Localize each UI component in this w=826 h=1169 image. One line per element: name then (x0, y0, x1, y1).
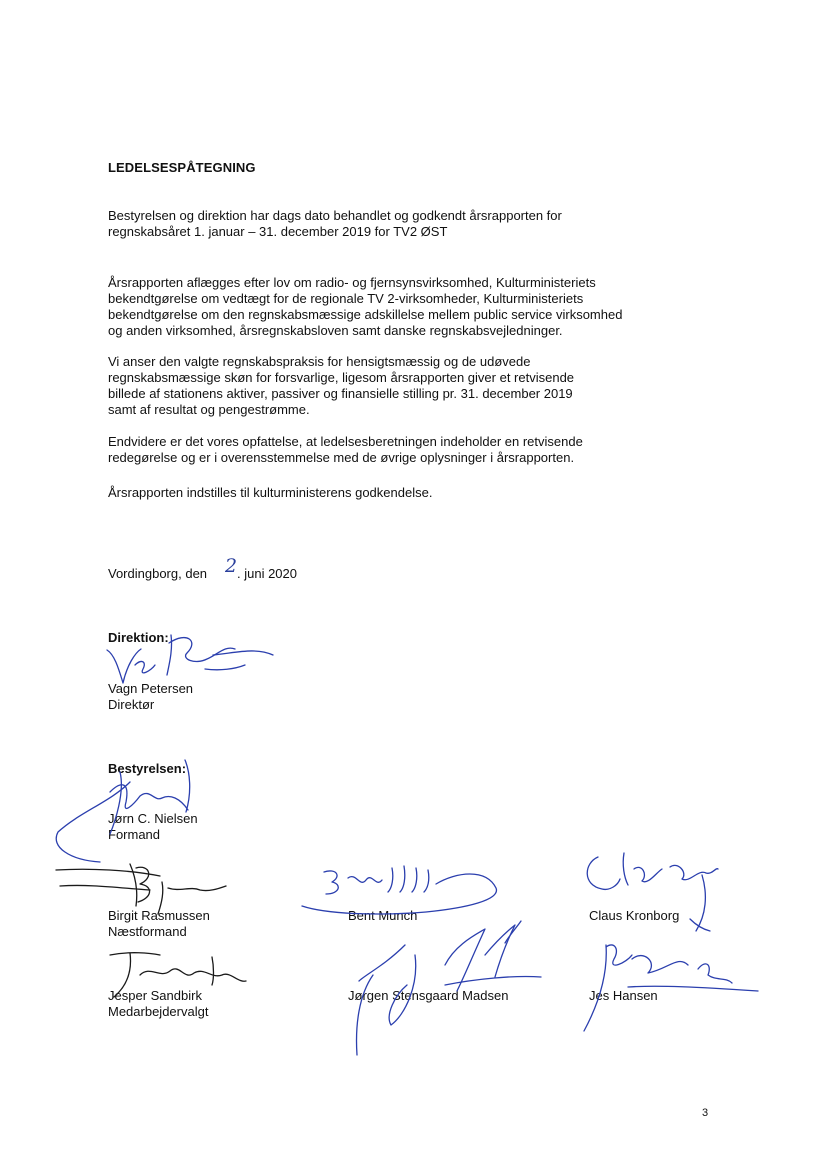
text-line: bekendtgørelse om vedtægt for de regionale TV 2-virksomheder, Kulturministeriets (108, 291, 584, 306)
text-line: og anden virksomhed, årsregnskabsloven samt danske regnskabsvejledninger. (108, 323, 563, 338)
paragraph-approval (108, 208, 668, 240)
direktion-label: Direktion: (108, 630, 169, 645)
paragraph-legal-basis (108, 275, 668, 339)
page-number: 3 (702, 1107, 709, 1119)
signature-vagn-petersen (95, 625, 285, 705)
signature-jesper-sandbirk (100, 945, 260, 1005)
signature-claus-kronborg (578, 845, 738, 945)
signatory-role: Næstformand (108, 924, 187, 939)
signature-birgit-rasmussen (50, 858, 240, 918)
signatory-name: Vagn Petersen (108, 681, 194, 696)
text-line: Årsrapporten indstilles til kulturministerens godkendelse. (108, 485, 433, 500)
place-date-suffix: . juni 2020 (237, 566, 297, 581)
signatory-name: Birgit Rasmussen (108, 908, 210, 923)
signatory-name: Claus Kronborg (589, 908, 680, 923)
signatory-name: Jørgen Stensgaard Madsen (348, 988, 509, 1003)
text-line: Endvidere er det vores opfattelse, at ledelsesberetningen indeholder en retvisende (108, 434, 583, 449)
signature-jorgen-stensgaard-madsen (345, 915, 545, 1065)
signature-jes-hansen (548, 935, 768, 1045)
handwritten-day: 2 (225, 555, 238, 577)
text-line: Vi anser den valgte regnskabspraksis for hensigtsmæssig og de udøvede (108, 354, 531, 369)
paragraph-accounting-practice (108, 354, 668, 418)
text-line: redegørelse og er i overensstemmelse med de øvrige oplysninger i årsrapporten. (108, 450, 575, 465)
signatory-name: Jesper Sandbirk (108, 988, 202, 1003)
signatory-role: Formand (108, 827, 161, 842)
text-line: regnskabsåret 1. januar – 31. december 2019 for TV2 ØST (108, 224, 448, 239)
page-heading: LEDELSESPÅTEGNING (108, 160, 256, 175)
text-line: samt af resultat og pengestrømme. (108, 402, 310, 417)
text-line: bekendtgørelse om den regnskabsmæssige adskillelse mellem public service virksomhed (108, 307, 623, 322)
bestyrelsen-label: Bestyrelsen: (108, 761, 187, 776)
text-line: billede af stationens aktiver, passiver og finansielle stilling pr. 31. december 2019 (108, 386, 573, 401)
signatory-role: Medarbejdervalgt (108, 1004, 209, 1019)
text-line: Bestyrelsen og direktion har dags dato behandlet og godkendt årsrapporten for (108, 208, 562, 223)
text-line: Årsrapporten aflægges efter lov om radio- og fjernsynsvirksomhed, Kulturministeriets (108, 275, 596, 290)
signatory-name: Jørn C. Nielsen (108, 811, 198, 826)
place-date-prefix: Vordingborg, den (108, 566, 208, 581)
paragraph-management-report (108, 434, 668, 466)
signature-jorn-c-nielsen (50, 752, 210, 872)
text-line: regnskabsmæssige skøn for forsvarlige, ligesom årsrapporten giver et retvisende (108, 370, 575, 385)
signatory-name: Bent Munch (348, 908, 418, 923)
signatory-role: Direktør (108, 697, 155, 712)
signatory-name: Jes Hansen (589, 988, 658, 1003)
paragraph-recommendation (108, 485, 668, 501)
